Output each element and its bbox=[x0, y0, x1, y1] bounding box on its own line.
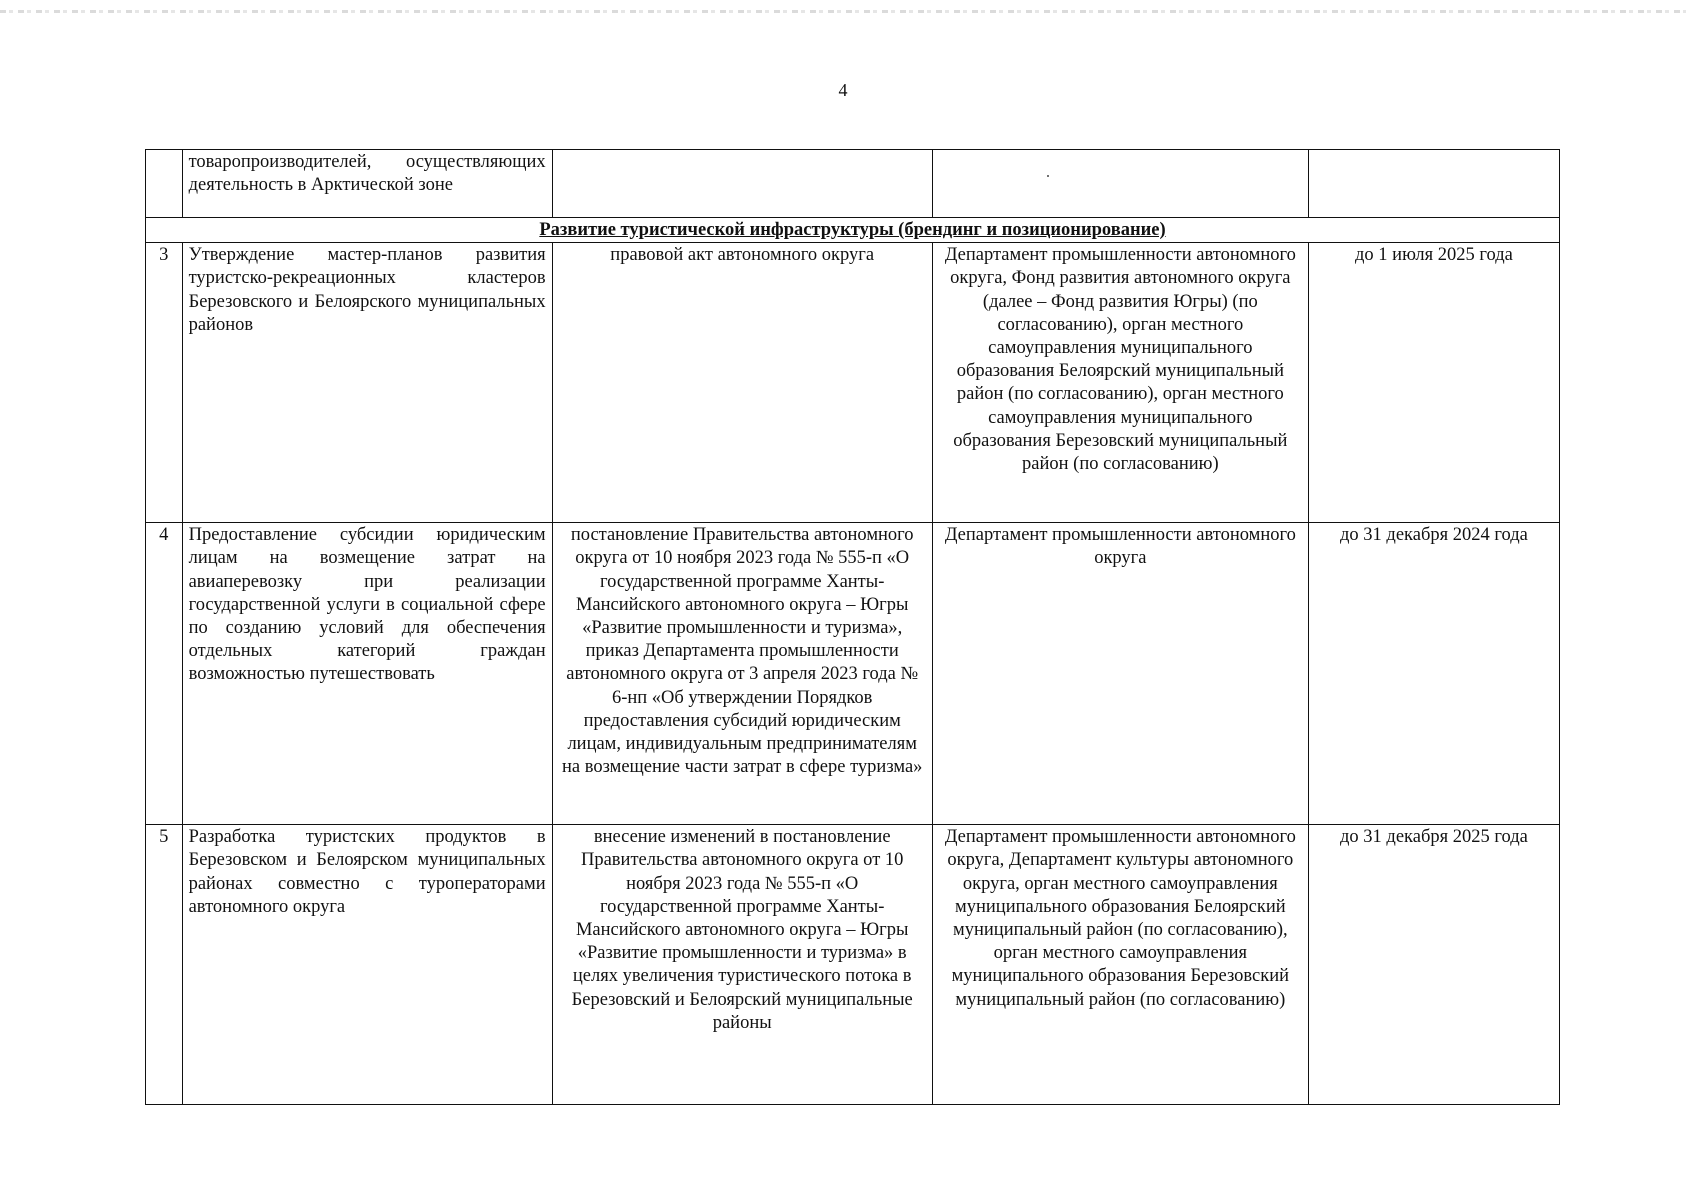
row-number-cell bbox=[146, 150, 183, 218]
responsible-cell: Департамент промышленности автономного округа bbox=[932, 523, 1308, 825]
section-heading: Развитие туристической инфраструктуры (брендинг и позиционирование) bbox=[146, 218, 1560, 243]
row-number-cell: 4 bbox=[146, 523, 183, 825]
task-cell: Предоставление субсидии юридическим лицам на возмещение затрат на авиаперевозку при реализации государственной услуги в социальной сфере по созданию условий для обеспечения отдельных категорий граждан возможностью путешествовать bbox=[182, 523, 552, 825]
action-plan-table bbox=[145, 149, 1560, 1105]
responsible-cell: Департамент промышленности автономного округа, Фонд развития автономного округа (далее – Фонд развития Югры) (по согласованию), орган местного самоуправления муниципального образования Белоярский муниципальный район (по согласованию), орган местного самоуправления муниципального образования Березовский муниципальный район (по согласованию) bbox=[932, 243, 1308, 523]
scan-edge-artifact bbox=[0, 10, 1686, 13]
document-cell bbox=[552, 150, 932, 218]
table-row bbox=[146, 243, 1560, 523]
row-number-cell: 3 bbox=[146, 243, 183, 523]
task-cell: Утверждение мастер-планов развития туристско-рекреационных кластеров Березовского и Белоярского муниципальных районов bbox=[182, 243, 552, 523]
page-number: 4 bbox=[838, 80, 848, 100]
document-cell: постановление Правительства автономного округа от 10 ноября 2023 года № 555-п «О государственной программе Ханты-Мансийского автономного округа – Югры «Развитие промышленности и туризма», приказ Департамента промышленности автономного округа от 3 апреля 2023 года № 6-нп «Об утверждении Порядков предоставления субсидий юридическим лицам, индивидуальным предпринимателям на возмещение части затрат в сфере туризма» bbox=[552, 523, 932, 825]
task-cell: товаропроизводителей, осуществляющих деятельность в Арктической зоне bbox=[182, 150, 552, 218]
deadline-cell bbox=[1308, 150, 1559, 218]
table-row bbox=[146, 825, 1560, 1105]
deadline-cell: до 31 декабря 2025 года bbox=[1308, 825, 1559, 1105]
task-cell: Разработка туристских продуктов в Березовском и Белоярском муниципальных районах совместно с туроператорами автономного округа bbox=[182, 825, 552, 1105]
deadline-cell: до 1 июля 2025 года bbox=[1308, 243, 1559, 523]
table-row-continuation bbox=[146, 150, 1560, 218]
deadline-cell: до 31 декабря 2024 года bbox=[1308, 523, 1559, 825]
row-number-cell: 5 bbox=[146, 825, 183, 1105]
table-row bbox=[146, 523, 1560, 825]
responsible-cell bbox=[932, 150, 1308, 218]
document-cell: правовой акт автономного округа bbox=[552, 243, 932, 523]
responsible-cell: Департамент промышленности автономного округа, Департамент культуры автономного округа, орган местного самоуправления муниципального образования Белоярский муниципальный район (по согласованию), орган местного самоуправления муниципального образования Березовский муниципальный район (по согласованию) bbox=[932, 825, 1308, 1105]
section-heading-row bbox=[146, 218, 1560, 243]
document-cell: внесение изменений в постановление Правительства автономного округа от 10 ноября 2023 года № 555-п «О государственной программе Ханты-Мансийского автономного округа – Югры «Развитие промышленности и туризма» в целях увеличения туристического потока в Березовский и Белоярский муниципальные районы bbox=[552, 825, 932, 1105]
